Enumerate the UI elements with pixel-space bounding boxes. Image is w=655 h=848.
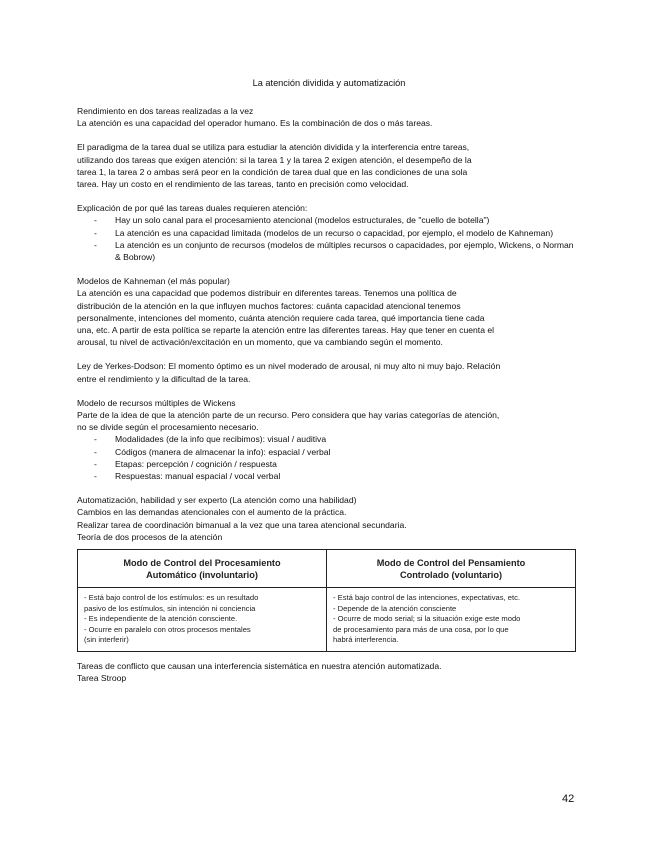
section5-line: Parte de la idea de que la atención parte de un recurso. Pero considera que hay varias categorías de atención,: [77, 410, 500, 421]
section1-line: La atención es una capacidad del operador humano. Es la combinación de dos o más tareas.: [77, 118, 433, 129]
section3-line: distribución de la atención en la que influyen muchos factores: cuánta capacidad atencional tenemos: [77, 300, 461, 311]
section5-line: no se divide según el procesamiento necesario.: [77, 422, 259, 433]
section6-line: Teoría de dos procesos de la atención: [77, 531, 223, 542]
section4-line: Ley de Yerkes-Dodson: El momento óptimo es un nivel moderado de arousal, ni muy alto ni muy bajo. Relación: [77, 361, 501, 372]
page-number: 42: [562, 793, 575, 805]
para1-line: tarea 1, la tarea 2 o ambas será peor en la condición de tarea dual que en las condiciones de una sola: [77, 166, 468, 177]
section7-line: Tarea Stroop: [77, 672, 127, 683]
section6-line: Automatización, habilidad y ser experto (La atención como una habilidad): [77, 495, 357, 506]
section3-line: La atención es una capacidad que podemos distribuir en diferentes tareas. Tenemos una política de: [77, 288, 457, 299]
explanation-list: [77, 214, 581, 263]
list-item: - Códigos (manera de almacenar la info): espacial / verbal: [77, 446, 581, 458]
list-item: - Respuestas: manual espacial / vocal verbal: [77, 470, 581, 482]
section3-line: arousal, tu nivel de activación/excitación en un momento, que va cambiando según el momento.: [77, 337, 443, 348]
table-cell-controlled: - Está bajo control de las intenciones, expectativas, etc. - Depende de la atención consciente - Ocurre de modo serial; si la situación exige este modo de procesamiento para más de una cosa, por lo que habrá interferencia.: [327, 588, 576, 652]
document-page: [77, 78, 581, 684]
wickens-list: [77, 433, 581, 482]
list-item: - La atención es un conjunto de recursos (modelos de múltiples recursos o capacidades, por ejemplo, Wickens, o Norman & Bobrow): [77, 239, 581, 263]
page-title: La atención dividida y automatización: [252, 78, 406, 88]
table-cell-automatic: - Está bajo control de los estímulos: es un resultado pasivo de los estímulos, sin intención ni conciencia - Es independiente de la atención consciente. - Ocurre en paralelo con otros procesos mentales (sin interferir): [78, 588, 327, 652]
control-modes-table: [77, 549, 576, 652]
para1-line: utilizando dos tareas que exigen atención: si la tarea 1 y la tarea 2 exigen atención, el desempeño de la: [77, 154, 472, 165]
section4-line: entre el rendimiento y la dificultad de la tarea.: [77, 373, 251, 384]
section2-heading: Explicación de por qué las tareas duales requieren atención:: [77, 203, 308, 214]
section5-heading: Modelo de recursos múltiples de Wickens: [77, 397, 236, 408]
list-item: - Modalidades (de la info que recibimos): visual / auditiva: [77, 433, 581, 445]
section6-line: Realizar tarea de coordinación bimanual a la vez que una tarea atencional secundaria.: [77, 519, 407, 530]
section3-heading: Modelos de Kahneman (el más popular): [77, 276, 230, 287]
list-item: - Etapas: percepción / cognición / respuesta: [77, 458, 581, 470]
para1-line: El paradigma de la tarea dual se utiliza para estudiar la atención dividida y la interferencia entre tareas,: [77, 142, 470, 153]
list-item: - Hay un solo canal para el procesamiento atencional (modelos estructurales, de "cuello de botella"): [77, 214, 581, 226]
section7-line: Tareas de conflicto que causan una interferencia sistemática en nuestra atención automatizada.: [77, 660, 442, 671]
section3-line: personalmente, intenciones del momento, cuánta atención requiere cada tarea, qué importancia tiene cada: [77, 312, 485, 323]
para1-line: tarea. Hay un costo en el rendimiento de las tareas, tanto en precisión como velocidad.: [77, 179, 409, 190]
table-header-automatic: Modo de Control del Procesamiento Automático (involuntario): [78, 550, 327, 588]
section6-line: Cambios en las demandas atencionales con el aumento de la práctica.: [77, 507, 347, 518]
section1-heading: Rendimiento en dos tareas realizadas a la vez: [77, 106, 254, 116]
table-header-controlled: Modo de Control del Pensamiento Controlado (voluntario): [327, 550, 576, 588]
section3-line: una, etc. A partir de esta política se reparte la atención entre las diferentes tareas. Hay que tener en cuenta el: [77, 325, 495, 336]
list-item: - La atención es una capacidad limitada (modelos de un recurso o capacidad, por ejemplo, el modelo de Kahneman): [77, 227, 581, 239]
